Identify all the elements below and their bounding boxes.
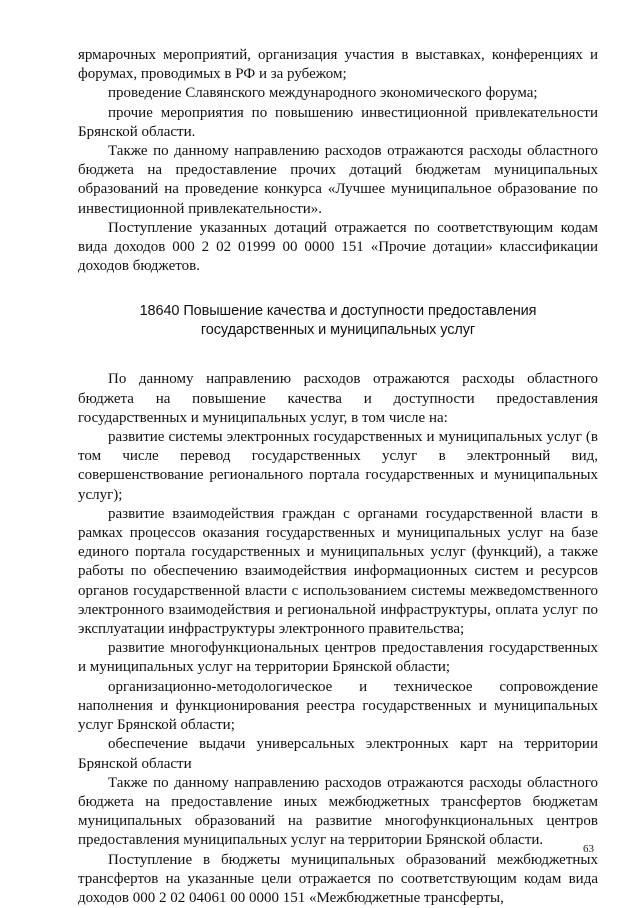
paragraph: ярмарочных мероприятий, организация участия в выставках, конференциях и форумах, проводимых в РФ и за рубежом; [78,47,598,83]
paragraph: Поступление в бюджеты муниципальных образований межбюджетных трансфертов на указанные цели отражается по соответствующим кодам вида доходов 000 2 02 04061 00 0000 151 «Межбюджетные трансферты, [78,851,598,906]
paragraph: развитие системы электронных государственных и муниципальных услуг (в том числе перевод государственных услуг в электронный вид, совершенствование регионального портала государственных и муниципальных услуг); [78,429,598,503]
paragraph: По данному направлению расходов отражаются расходы областного бюджета на повышение качества и доступности предоставления государственных и муниципальных услуг, в том числе на: [78,371,598,426]
section-heading-line-1: 18640 Повышение качества и доступности предоставления [139,303,537,320]
paragraph: Также по данному направлению расходов отражаются расходы областного бюджета на предоставление прочих дотаций бюджетам муниципальных образований на проведение конкурса «Лучшее муниципальное образование по инвестиционной привлекательности». [78,143,598,217]
section-heading [78,302,598,340]
paragraph: прочие мероприятия по повышению инвестиционной привлекательности Брянской области. [78,104,598,140]
paragraph: Поступление указанных дотаций отражается по соответствующим кодам вида доходов 000 2 02 01999 00 0000 151 «Прочие дотации» классификации доходов бюджетов. [78,219,598,275]
page-body [78,46,598,908]
paragraph: Также по данному направлению расходов отражаются расходы областного бюджета на предоставление иных межбюджетных трансфертов бюджетам муниципальных образований на развитие многофункциональных центров предоставления муниципальных услуг на территории Брянской области. [78,774,598,849]
paragraph: обеспечение выдачи универсальных электронных карт на территории Брянской области [78,736,598,772]
paragraph: развитие многофункциональных центров предоставления государственных и муниципальных услуг на территории Брянской области; [78,640,598,676]
page-number: 63 [583,843,594,855]
paragraph: организационно-методологическое и техническое сопровождение наполнения и функционирования реестра государственных и муниципальных услуг Брянской области; [78,678,598,734]
paragraph: развитие взаимодействия граждан с органами государственной власти в рамках процессов оказания государственных и муниципальных услуг на базе единого портала государственных и муниципальных услуг (функций), а также работы по обеспечению взаимодействия информационных систем и ресурсов органов государственной власти с использованием системы межведомственного электронного взаимодействия и региональной инфраструктуры, оплата услуг по эксплуатации инфраструктуры электронного правительства; [78,505,598,638]
paragraph: проведение Славянского международного экономического форума; [108,85,538,102]
section-heading-line-2: государственных и муниципальных услуг [200,322,476,339]
